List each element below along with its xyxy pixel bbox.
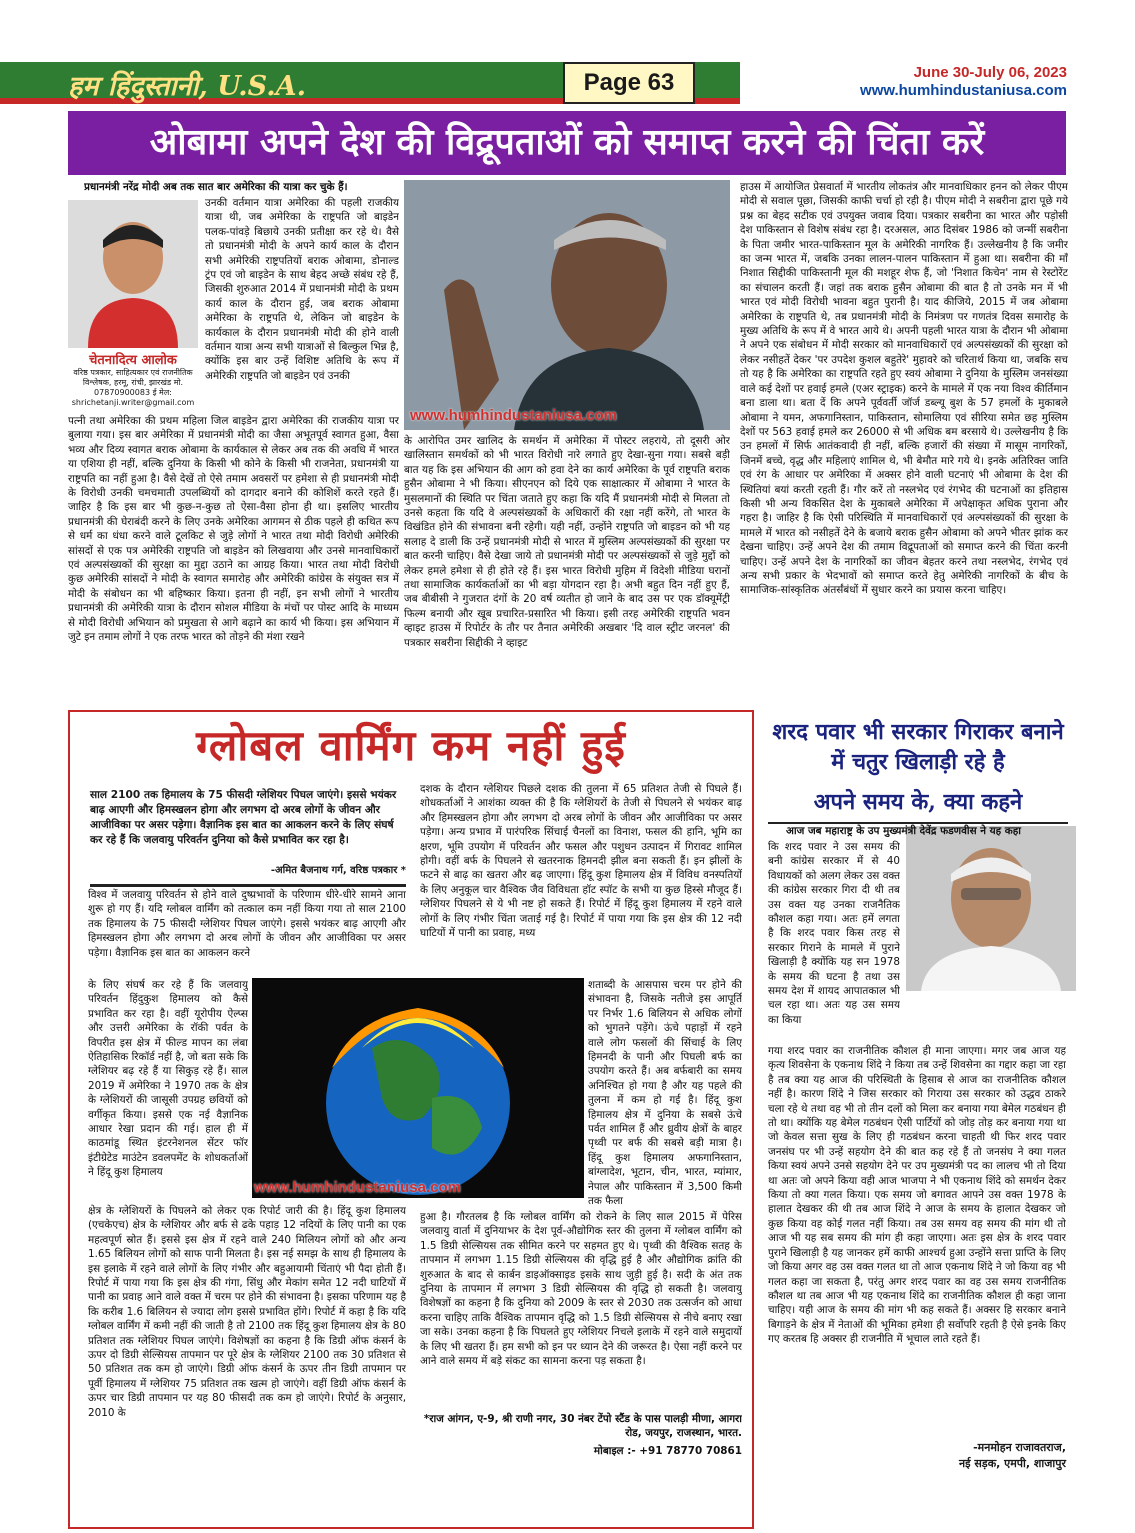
global-warming-intro: साल 2100 तक हिमालय के 75 फीसदी ग्लेशियर पिघल जाएंगे। इससे भयंकर बाढ़ आएगी और हिमस्खलन होगा और लगभग दो अरब लोगों के जीवन और आजीविका पर असर पड़ेगा। वैज्ञानिक इस बात का आकलन करने के लिए संघर्ष कर रहे हैं कि जलवायु परिवर्तन दुनिया को कैसे प्रभावित कर रहा है। <box>90 789 397 846</box>
a1-col3: हाउस में आयोजित प्रेसवार्ता में भारतीय लोकतंत्र और मानवाधिकार हनन को लेकर पीएम मोदी से सवाल पूछा, जिसकी काफी चर्चा हो रही है। पीएम मोदी ने सबरीना द्वारा पूछे गये प्रश्न का बेहद सटीक एवं उपयुक्त जवाब दिया। पत्रकार सबरीना का भारत और पड़ोसी देश पाकिस्तान से विशेष संबंध रहा है। दरअसल, आठ दिसंबर 1986 को जन्मीं सबरीना के पिता जमीर भारत-पाकिस्तान मूल के अमेरिकी नागरिक हैं। उल्लेखनीय है कि जमीर का जन्म भारत में, जबकि उनका लालन-पालन पाकिस्तान में हुआ था। सबरीना की माँ निशात सिद्दीकी पाकिस्तानी मूल की मशहूर शेफ हैं, जो 'निशात किचेन' नाम से रेस्टोरेंट का संचालन करती हैं। जहां तक बराक हुसैन ओबामा की बात है तो उनके मन में भी भारत एवं मोदी विरोधी भावना बहुत पुरानी है। याद कीजिये, 2015 में जब ओबामा अमेरिका के राष्ट्रपति थे, तब प्रधानमंत्री मोदी के निमंत्रण पर गणतंत्र दिवस समारोह के मुख्य अतिथि के रूप में वे भारत आये थे। अपनी पहली भारत यात्रा के दौरान भी ओबामा ने अपने एक संबोधन में मोदी सरकार को मानवाधिकारों एवं अल्पसंख्यकों की सुरक्षा को लेकर नसीहतें देकर 'पर उपदेश कुशल बहुतेरे' मुहावरे को चरितार्थ किया था, जबकि सच तो यह है कि अमेरिका का राष्ट्रपति रहते हुए स्वयं ओबामा ने दुनिया के मुस्लिम जनसंख्या वाले कई देशों पर हवाई हमले (एअर स्ट्राइक) करने के मामले में एक नया विश्व कीर्तिमान बना डाला था। बता दें कि अपने पूर्ववर्ती जॉर्ज डब्ल्यू बुश के 57 हमलों के मुकाबले ओबामा ने यमन, अफगानिस्तान, पाकिस्तान, सोमालिया एवं सीरिया समेत छह मुस्लिम देशों पर 563 हवाई हमले कर 26000 से भी अधिक बम बरसाये थे। उल्लेखनीय है कि उन हमलों में सिर्फ आतंकवादी ही नहीं, बल्कि हजारों की संख्या में मासूम नागरिकों, जिनमें बच्चे, वृद्ध और महिलाएं शामिल थे, भी बेमौत मारे गये थे। इनके अतिरिक्त जाति एवं रंग के आधार पर अमेरिका में अक्सर होने वाली घटनाएं भी ओबामा के देश की स्थितियां बयां करती रहती हैं। गौर करें तो नस्लभेद एवं रंगभेद की घटनाओं का इतिहास किसी भी अन्य विकसित देश के मुकाबले अमेरिका में अपेक्षाकृत अधिक पुराना और गहरा है। जाहिर है कि ऐसी परिस्थिति में मानवाधिकारों एवं अल्पसंख्यकों की सुरक्षा के मामले में भारत को नसीहतें देने के बजाये बराक हुसैन ओबामा को अपने भीतर झांक कर देखना चाहिए। उन्हें अपने देश की तमाम विद्रूपताओं को समाप्त करने की चिंता करनी चाहिए। उन्हें अपने देश के नागरिकों का जीवन बेहतर करने तथा नस्लभेद, रंगभेद एवं अन्य सभी प्रकार के भेदभावों को समाप्त करते हेतु अमेरिकी नागरिकों के बीच के सामाजिक-सांस्कृतिक अंतर्संबंधों में सुधार करने का प्रयास करना चाहिए। <box>740 181 1068 597</box>
author-portrait-icon <box>68 200 198 348</box>
page-number: Page 63 <box>563 62 695 104</box>
a1-col2: के आरोपित उमर खालिद के समर्थन में अमेरिका में पोस्टर लहराये, तो दूसरी ओर खालिस्तान समर्थकों को भी भारत विरोधी नारे लगाते हुए देखा-सुना गया। सबसे बड़ी बात यह कि इस अभियान की आग को हवा देने का कार्य अमेरिका के पूर्व राष्ट्रपति बराक हुसैन ओबामा ने भी किया। सीएनएन को दिये एक साक्षात्कार में ओबामा ने भारत के मुसलमानों की स्थिति पर चिंता जताते हुए कहा कि यदि मैं प्रधानमंत्री मोदी से मिलता तो उनसे कहता कि यदि वे अल्पसंख्यकों के अधिकारों की रक्षा नहीं करेंगे, तो भारत के विखंडित होने की संभावना बनी रहेगी। यही नहीं, उन्होंने राष्ट्रपति जो बाइडन को भी यह सलाह दे डाली कि उन्हें प्रधानमंत्री मोदी से भारत में मुस्लिम अल्पसंख्यकों की सुरक्षा पर बात करनी चाहिए। वैसे देखा जाये तो प्रधानमंत्री मोदी पर अल्पसंख्यकों से जुड़े मुद्दों को लेकर हमले हमेशा से ही होते रहे हैं। इस भारत विरोधी मुहिम में विदेशी मीडिया घरानों तथा सामाजिक कार्यकर्ताओं का भी बड़ा योगदान रहा है। अभी बहुत दिन नहीं हुए हैं, जब बीबीसी ने गुजरात दंगों के 20 वर्ष व्यतीत हो जाने के बाद उस पर एक डॉक्यूमेंट्री फिल्म बनायी और खूब प्रचारित-प्रसारित भी किया। इसी तरह अमेरिकी राष्ट्रपति भवन व्हाइट हाउस में रिपोर्टर के तौर पर तैनात अमेरिकी अखबार 'दि वाल स्ट्रीट जरनल' की पत्रकार सबरीना सिद्दीकी ने व्हाइट <box>404 435 730 649</box>
obama-portrait-icon <box>404 180 730 430</box>
a2-mobile: मोबाइल :- +91 78770 70861 <box>593 1445 742 1457</box>
global-warming-byline: -अमित बैजनाथ गर्ग, वरिष्ठ पत्रकार * <box>270 865 406 876</box>
brand-title: हम हिंदुस्तानी, U.S.A. <box>68 71 306 102</box>
headline-bar <box>68 111 1066 175</box>
sharad-pawar-title: शरद पवार भी सरकार गिराकर बनाने में चतुर खिलाड़ी रहे है <box>772 720 1064 775</box>
global-warming-title: ग्लोबल वार्मिंग कम नहीं हुई <box>196 721 626 770</box>
site-url[interactable]: www.humhindustaniusa.com <box>860 82 1067 99</box>
a3-body: गया शरद पवार का राजनीतिक कौशल ही माना जाएगा। मगर जब आज यह कृत्य शिवसेना के एकनाथ शिंदे ने किया तब उन्हें शिवसेना का गद्दार कहा जा रहा है तब क्या यह आज की परिस्थिती के हिसाब से आज का राजनीतिक कौशल नहीं है। कारण शिंदे ने जिस सरकार को गिराया उस सरकार को उद्धव ठाकरे चला रहे थे तथा वह भी तो तीन दलों को मिला कर बनाया गया बेमेल गठबंधन ही तो था। क्योंकि यह बेमेल गठबंधन ऐसी पार्टियों को जोड़ तोड़ कर बनाया गया था जो केवल सत्ता सुख के लिए ही गठबंधन करना चाहती थी फिर शरद पवार जनसंघ पर भी उन्हें सहयोग देने की बात कह रहे हैं तो जनसंघ ने क्या गलत किया स्वयं अपने उनसे सहयोग देने पर उप मुख्यमंत्री पद का लालच भी तो दिया था अतः जो अपने किया वही आज भाजपा ने भी एकनाथ शिंदे को समर्थन देकर किया तो क्या गलत किया। एक समय जो बगावत आपने उस वक्त 1978 के हालात देखकर की थी तब आज शिंदे ने आज के समय के हालात देखकर जो कुछ किया वह कोई गलत नहीं किया। तब उस समय वह समय की मांग थी तो आज भी यह सब समय की मांग ही कहा जाएगा। अतः इस क्षेत्र के शरद पवार पुराने खिलाड़ी है यह जानकर हमें काफी आश्चर्य हुआ उन्होंने सत्ता प्राप्ति के लिए जो किया अगर वह उस वक्त गलत था तो आज एकनाथ शिंदे ने जो किया वह भी गलत कहा जा सकता है, परंतु अगर शरद पवार का वह उस समय राजनीतिक कौशल था तब आज भी यह एकनाथ शिंदे का राजनीतिक कौशल ही कहा जाना चाहिए। यही आज के समय की मांग भी कह सकते हैं। अक्सर हि सरकार बनाने बिगाड़ने के क्षेत्र में नेताओं की भूमिका हमेशा ही सर्वोपरि रहती है ऐसे इनके किए गए करतब हि अक्सर ही राजनीति में भूचाल लाते रहते हैं। <box>768 1045 1066 1346</box>
a2-col1-top: विश्व में जलवायु परिवर्तन से होने वाले दुष्प्रभावों के परिणाम धीरे-धीरे सामने आना शुरू हो गए हैं। यदि ग्लोबल वार्मिंग को तत्काल कम नहीं किया गया तो साल 2100 तक हिमालय के 75 फीसदी ग्लेशियर पिघल जाएंगे। इससे भयंकर बाढ़ आएगी और हिमस्खलन होगा और लगभग दो अरब लोगों के जीवन और आजीविका पर असर पड़ेगा। वैज्ञानिक इस बात का आकलन करने <box>88 889 406 959</box>
masthead <box>0 62 1135 106</box>
a3-signature-place: नई सड़क, एमपी, शाजापुर <box>959 1457 1066 1470</box>
a1-col1-beside: उनकी वर्तमान यात्रा अमेरिका की पहली राजकीय यात्रा थी, जब अमेरिका के राष्ट्रपति जो बाइडेन पलक-पांवड़े बिछाये उनकी प्रतीक्षा कर रहे थे। वैसे तो प्रधानमंत्री मोदी के अपने कार्य काल के दौरान सभी अमेरिकी राष्ट्रपतियों बराक ओबामा, डोनाल्ड ट्रंप एवं जो बाइडेन के साथ बेहद अच्छे संबंध रहे हैं, जिसकी शुरुआत 2014 में प्रधानमंत्री मोदी के प्रथम कार्य काल के दौरान हुई, जब बराक ओबामा अमेरिका के राष्ट्रपति थे, लेकिन जो बाइडेन के कार्यकाल के दौरान प्रधानमंत्री मोदी की होने वाली वर्तमान यात्रा अन्य सभी यात्राओं से बिल्कुल भिन्न है, क्योंकि इस बार उन्हें विशिष्ट अतिथि के रूप में अमेरिकी राष्ट्रपति जो बाइडेन एवं उनकी <box>205 197 399 382</box>
a2-col2-top: दशक के दौरान ग्लेशियर पिछले दशक की तुलना में 65 प्रतिशत तेजी से पिघले हैं। शोधकर्ताओं ने आशंका व्यक्त की है कि ग्लेशियरों के तेजी से पिघलने से भयंकर बाढ़ और हिमस्खलन होगा और लगभग दो अरब लोगों के जीवन और आजीविका पर असर पड़ेगा। अन्य प्रभाव में पारंपरिक सिंचाई चैनलों का विनाश, फसल की हानि, भूमि का क्षरण, भूमि उपयोग में परिवर्तन और फसल और पशुधन उत्पादन में गिरावट शामिल होगी। वहीं बर्फ के पिघलने से खतरनाक हिमनदी झील बना सकती हैं। इन झीलों के फटने से बाढ़ का खतरा और बढ़ जाएगा। हिंदू कुश हिमालय क्षेत्र में विविध वनस्पतियों के लिए अनुकूल चार वैश्विक जैव विविधता हॉट स्पॉट के सभी या कुछ हिस्से मौजूद हैं। ग्लेशियर पिघलने से ये भी नष्ट हो सकते हैं। रिपोर्ट में हिंदू कुश हिमालय में रहने वाले लोगों के लिए गंभीर चिंता जताई गई है। रिपोर्ट में पाया गया कि इस क्षेत्र की 12 नदी घाटियों में पानी का प्रवाह, मध्य <box>420 783 742 940</box>
a2-col2-bottom: हुआ है। गौरतलब है कि ग्लोबल वार्मिंग को रोकने के लिए साल 2015 में पेरिस जलवायु वार्ता में दुनियाभर के देश पूर्व-औद्योगिक स्तर की तुलना में ग्लोबल वार्मिंग को 1.5 डिग्री सेल्सियस तक सीमित करने पर सहमत हुए थे। पृथ्वी की वैश्विक सतह के तापमान में लगभग 1.15 डिग्री सेल्सियस की वृद्धि हुई है और औद्योगिक क्रांति की शुरुआत के बाद से कार्बन डाइऑक्साइड इसके साथ जुड़ी हुई है। सदी के अंत तक दुनिया के तापमान में लगभग 3 डिग्री सेल्सियस की वृद्धि हो सकती है। जलवायु विशेषज्ञों का कहना है कि दुनिया को 2009 के स्तर से 2030 तक उत्सर्जन को आधा करना चाहिए ताकि वैश्विक तापमान वृद्धि को 1.5 डिग्री सेल्सियस से नीचे बनाए रखा जा सके। उनका कहना है कि पिघलते हुए ग्लेशियर निचले इलाके में रहने वाले समुदायों के लिए भी खतरा हैं। हम सभी को इन पर ध्यान देने की जरूरत है। ऐसा नहीं करने पर आने वाले समय में बड़े संकट का सामना करना पड़ सकता है। <box>420 1211 742 1368</box>
earth-watermark: www.humhindustaniusa.com <box>254 1179 461 1196</box>
intro-divider <box>90 884 406 887</box>
masthead-right <box>740 62 1135 104</box>
author-photo <box>68 200 198 348</box>
obama-photo-watermark: www.humhindustaniusa.com <box>410 407 617 424</box>
a3-side: कि शरद पवार ने उस समय की बनी कांग्रेस सरकार में से 40 विधायकों को अलग लेकर उस वक्त की कांग्रेस सरकार गिरा दी थी तब उस वक्त यह उनका राजनैतिक कौशल कहा गया। अतः हमें लगता है कि शरद पवार किस तरह से सरकार गिराने के मामले में पुराने खिलाड़ी है क्योंकि यह सन 1978 के समय की घटना है तथा उस समय देश में शायद आपातकाल भी चल रहा था। अतः यह उस समय का किया <box>768 841 900 1026</box>
issue-date: June 30-July 06, 2023 <box>913 64 1067 81</box>
article1-headline: ओबामा अपने देश की विद्रूपताओं को समाप्त करने की चिंता करें <box>149 122 985 163</box>
burning-earth-image <box>252 978 584 1198</box>
pawar-photo <box>906 826 1076 991</box>
a3-signature-name: -मनमोहन राजावतराज, <box>973 1441 1066 1454</box>
a2-col1-bottom: क्षेत्र के ग्लेशियरों के पिघलने को लेकर एक रिपोर्ट जारी की है। हिंदू कुश हिमालय (एचकेएच) क्षेत्र के ग्लेशियर और बर्फ से ढके पहाड़ 12 नदियों के लिए पानी का एक महत्वपूर्ण स्रोत हैं। इससे इस क्षेत्र में रहने वाले 240 मिलियन लोगों को और अन्य 1.65 बिलियन लोगों को साफ पानी मिलता है। इस नई समझ के साथ ही हिमालय के इस इलाके में रहने वाले लोगों के लिए गंभीर और बहुआयामी चिंताएं भी पैदा होती हैं। रिपोर्ट में पाया गया कि इस क्षेत्र की गंगा, सिंधु और मेकांग समेत 12 नदी घाटियों में पानी का प्रवाह आने वाले वक्त में चरम पर होने की संभावना है। इसका परिणाम यह है कि करीब 1.6 बिलियन से ज्यादा लोग इससे प्रभावित होंगे। रिपोर्ट में कहा है कि यदि ग्लोबल वार्मिंग में कमी नहीं की जाती है तो 2100 तक हिंदू कुश हिमालय क्षेत्र के 80 प्रतिशत तक ग्लेशियर पिघल जाएंगे। विशेषज्ञों का कहना है कि डिग्री ऑफ कंसर्न के ऊपर दो डिग्री सेल्सियस तापमान पर पूरे क्षेत्र के ग्लेशियर 2100 तक 30 प्रतिशत से 50 प्रतिशत तक कम हो जाएंगे। डिग्री ऑफ कंसर्न के ऊपर तीन डिग्री तापमान पर पूर्वी हिमालय में ग्लेशियर 75 प्रतिशत तक खत्म हो जाएंगे। वहीं डिग्री ऑफ कंसर्न के ऊपर चार डिग्री तापमान पर यह 80 फीसदी तक कम हो जाएंगे। रिपोर्ट के अनुसार, 2010 के <box>88 1205 406 1419</box>
earth-fire-icon <box>252 978 584 1198</box>
obama-photo <box>404 180 730 430</box>
a3-lead: आज जब महाराष्ट्र के उप मुख्यमंत्री देवेंद्र फडणवीस ने यह कहा <box>786 825 1021 837</box>
a2-address: *राज आंगन, ए-9, श्री राणी नगर, 30 नंबर टेंपो स्टैंड के पास पालड़ी मीणा, आगरा रोड, जयपुर, राजस्थान, भारत. <box>423 1413 742 1440</box>
author-meta: वरिष्ठ पत्रकार, साहित्यकार एवं राजनीतिक विश्लेषक, हरमू, रांची, झारखंड मो. 07870900083 ई मेल: shrichetanji.writer@gmail.com <box>71 368 195 407</box>
pawar-portrait-icon <box>906 826 1076 991</box>
a1-col1-rest: पत्नी तथा अमेरिका की प्रथम महिला जिल बाइडेन द्वारा अमेरिका की राजकीय यात्रा पर बुलाया गया। इस बार अमेरिका में प्रधानमंत्री मोदी का जैसा अभूतपूर्व स्वागत हुआ, वैसा भव्य और दिव्य स्वागत बराक ओबामा के कार्यकाल से लेकर अब तक की अवधि में भारत या एशिया ही नहीं, बल्कि दुनिया के किसी भी कोने के किसी भी राजनेता, प्रधानमंत्री या राष्ट्रपति का नहीं हुआ है। वैसे देखें तो ऐसे तमाम अवसरों पर हमेशा से ही प्रधानमंत्री मोदी के विरोधी उनकी चमचमाती उपलब्धियों को दागदार बनाने की कोशिशें करते रहते हैं। जाहिर है कि इस बार भी कुछ-न-कुछ तो ऐसा-वैसा होना ही था। इसलिए भारतीय प्रधानमंत्री की घेराबंदी करने के लिए उनके अमेरिका आगमन से ठीक पहले ही कथित रूप से धर्म का धंधा करने वाले टूलकिट से जुड़े लोगों ने भारत तथा मोदी विरोधी अमेरिकी सांसदों से एक पत्र अमेरिकी राष्ट्रपति जो बाइडेन को लिखवाया और उनसे मानवाधिकारों एवं अल्पसंख्यकों की सुरक्षा का मुद्दा उठाने का आग्रह किया। भारत तथा मोदी विरोधी कुछ अमेरिकी सांसदों ने मोदी के स्वागत समारोह और अमेरिकी कांग्रेस के संयुक्त सत्र में मोदी के संबोधन का भी बहिष्कार किया। इतना ही नहीं, इन सभी लोगों ने भारतीय प्रधानमंत्री की अमेरिकी यात्रा के दौरान सोशल मीडिया के मंचों पर पोस्ट आदि के माध्यम से मोदी विरोधी अभियान को प्रमुखता से आगे बढ़ाने का कार्य भी किया। इस अभियान में जुटे इन तमाम लोगों ने एक तरफ भारत को तोड़ने की मंशा रखने <box>68 415 399 644</box>
a2-col2-side: शताब्दी के आसपास चरम पर होने की संभावना है, जिसके नतीजे इस आपूर्ति पर निर्भर 1.6 बिलियन से अधिक लोगों को भुगतने पड़ेंगे। ऊंचे पहाड़ों में रहने वाले लोग फसलों की सिंचाई के लिए हिमनदी के पानी और पिघली बर्फ का उपयोग करते हैं। अब बर्फबारी का समय अनिश्चित हो गया है और यह पहले की तुलना में कम हो गई है। हिंदू कुश हिमालय क्षेत्र में दुनिया के सबसे ऊंचे पर्वत शामिल हैं और ध्रुवीय क्षेत्रों के बाहर पृथ्वी पर बर्फ की सबसे बड़ी मात्रा है। हिंदू कुश हिमालय अफगानिस्तान, बांग्लादेश, भूटान, चीन, भारत, म्यांमार, नेपाल और पाकिस्तान में 3,500 किमी तक फैला <box>588 979 742 1208</box>
author-box <box>68 200 198 412</box>
sharad-pawar-subtitle: अपने समय के, क्या कहने <box>813 789 1023 815</box>
a1-lead: प्रधानमंत्री नरेंद्र मोदी अब तक सात बार अमेरिका की यात्रा कर चुके हैं। <box>84 181 348 193</box>
author-name: चेतनादित्य आलोक <box>89 353 177 368</box>
a2-col1-side: के लिए संघर्ष कर रहे हैं कि जलवायु परिवर्तन हिंदुकुश हिमालय को कैसे प्रभावित कर रहा है। वहीं यूरोपीय ऐल्प्स और उत्तरी अमेरिका के रॉकी पर्वत के विपरीत इस क्षेत्र में फील्ड मापन का लंबा ऐतिहासिक रिकॉर्ड नहीं है, जो बता सके कि ग्लेशियर बढ़ रहे हैं या सिकुड़ रहे हैं। साल 2019 में अमेरिका ने 1970 तक के क्षेत्र के ग्लेशियरों की जासूसी उपग्रह छवियों को वर्गीकृत किया। इससे एक नई वैज्ञानिक आधार रेखा प्रदान की गई। हाल ही में काठमांडू स्थित इंटरनेशनल सेंटर फॉर इंटीग्रेटेड माउंटेन डवलपमेंट के शोधकर्ताओं ने हिंदू कुश हिमालय <box>88 979 248 1179</box>
